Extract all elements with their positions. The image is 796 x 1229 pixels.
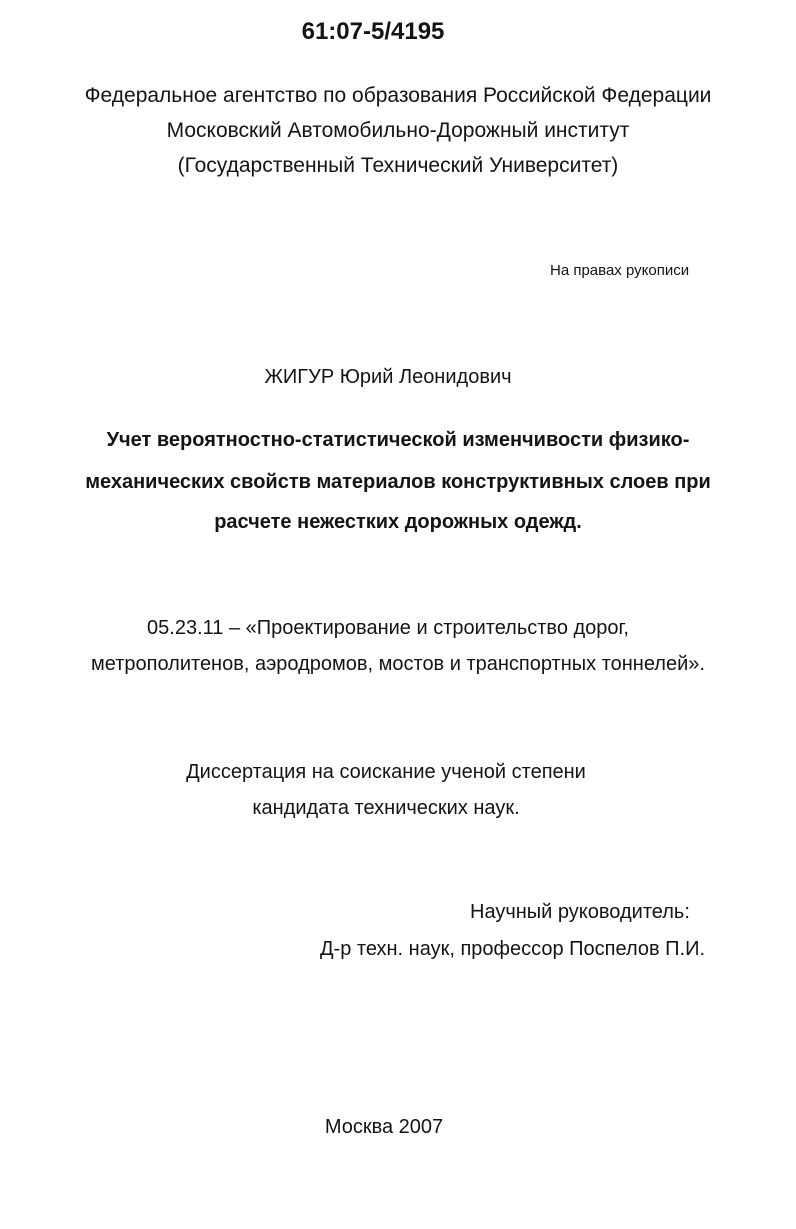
specialty-line-1: 05.23.11 – «Проектирование и строительство дорог, <box>147 617 629 639</box>
city-year: Москва 2007 <box>324 1116 444 1138</box>
organization-line-2: Московский Автомобильно-Дорожный институт <box>166 119 630 142</box>
supervisor-name: Д-р техн. наук, профессор Поспелов П.И. <box>320 938 705 960</box>
dissertation-line-2: кандидата технических наук. <box>252 797 520 819</box>
catalog-number: 61:07-5/4195 <box>301 18 445 45</box>
author-name: ЖИГУР Юрий Леонидович <box>264 366 512 388</box>
title-line-3: расчете нежестких дорожных одежд. <box>214 511 582 533</box>
organization-line-1: Федеральное агентство по образования Российской Федерации <box>84 84 712 107</box>
organization-line-3: (Государственный Технический Университет) <box>177 154 619 177</box>
manuscript-rights-note: На правах рукописи <box>550 262 690 279</box>
supervisor-label: Научный руководитель: <box>470 901 690 923</box>
specialty-line-2: метрополитенов, аэродромов, мостов и транспортных тоннелей». <box>91 653 705 675</box>
title-line-1: Учет вероятностно-статистической изменчивости физико- <box>106 429 690 451</box>
title-line-2: механических свойств материалов конструктивных слоев при <box>85 471 711 493</box>
dissertation-line-1: Диссертация на соискание ученой степени <box>186 761 586 783</box>
